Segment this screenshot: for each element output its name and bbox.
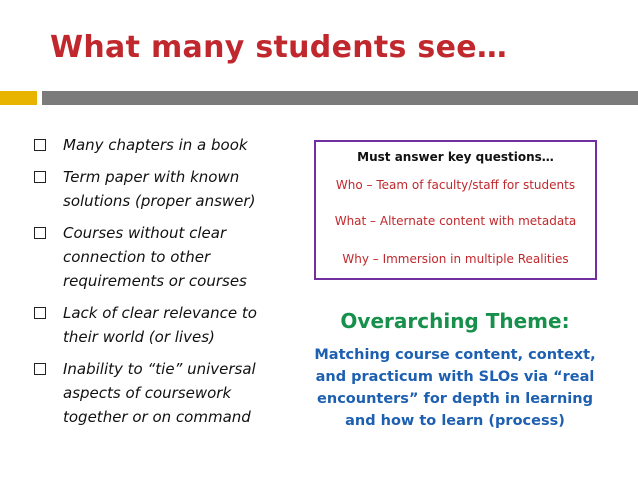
bullet-list — [34, 133, 284, 437]
list-item — [34, 357, 284, 429]
square-bullet-icon — [34, 171, 46, 183]
square-bullet-icon — [34, 139, 46, 151]
list-item — [34, 133, 284, 157]
title-underline-bar — [42, 91, 638, 105]
bullet-text: Lack of clear relevance to their world (or lives) — [63, 304, 257, 346]
bullet-text: Term paper with known solutions (proper answer) — [63, 168, 256, 210]
key-question-who: Who – Team of faculty/staff for students — [335, 178, 576, 192]
square-bullet-icon — [34, 227, 46, 239]
slide-title: What many students see… — [50, 30, 508, 65]
bullet-text: Many chapters in a book — [63, 136, 248, 154]
key-questions-title: Must answer key questions… — [357, 150, 554, 164]
accent-bar — [0, 91, 37, 105]
bullet-text: Courses without clear connection to other requirements or courses — [63, 224, 247, 290]
key-question-why: Why – Immersion in multiple Realities — [342, 252, 569, 266]
bullet-text: Inability to “tie” universal aspects of coursework together or on command — [63, 360, 256, 426]
key-questions-box — [314, 140, 597, 280]
square-bullet-icon — [34, 307, 46, 319]
list-item — [34, 301, 284, 349]
theme-heading: Overarching Theme: — [340, 309, 570, 333]
theme-description: Matching course content, context, and practicum with SLOs via “real encounters” for depth in learning and how to learn (process) — [314, 347, 596, 429]
square-bullet-icon — [34, 363, 46, 375]
list-item — [34, 165, 284, 213]
list-item — [34, 221, 284, 293]
key-question-what: What – Alternate content with metadata — [334, 214, 577, 228]
